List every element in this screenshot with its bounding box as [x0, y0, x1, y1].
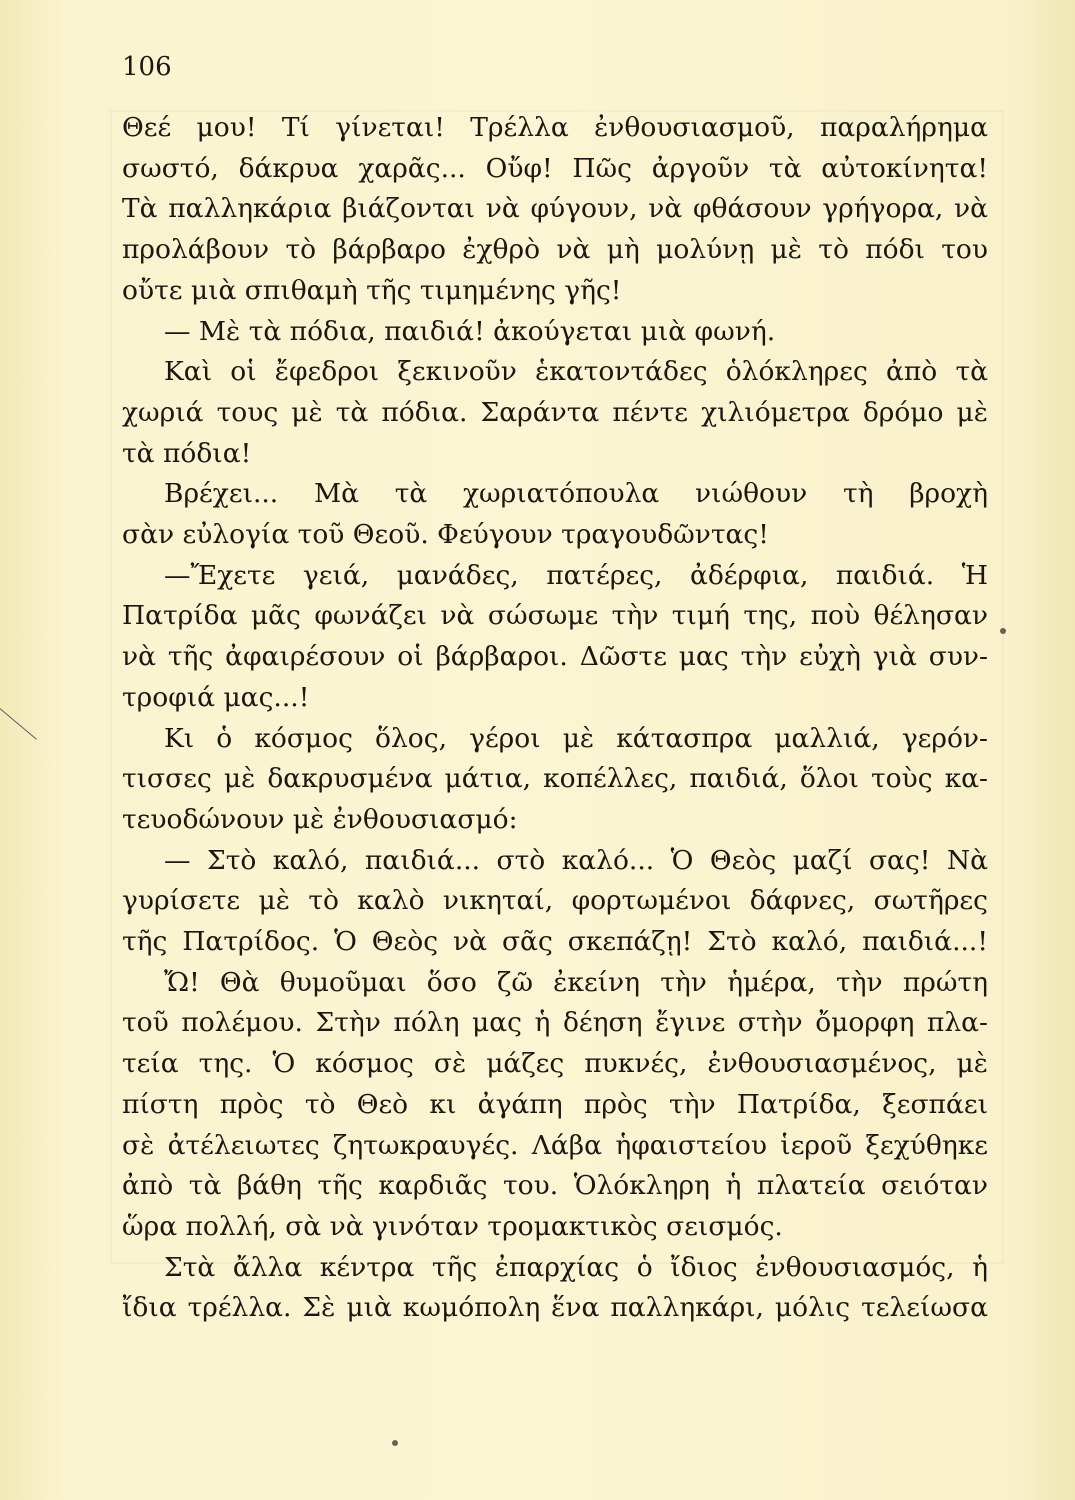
text-line: σὰν εὐλογία τοῦ Θεοῦ. Φεύγουν τραγουδῶντας! — [122, 519, 769, 551]
text-line: ἴδια τρέλλα. Σὲ μιὰ κωμόπολη ἕνα παλληκάρι, μόλις τελείωσα — [122, 1292, 988, 1324]
text-line: γυρίσετε μὲ τὸ καλὸ νικηταί, φορτωμένοι δάφνες, σωτῆρες — [122, 885, 988, 917]
text-line: ἀπὸ τὰ βάθη τῆς καρδιᾶς του. Ὁλόκληρη ἡ πλατεία σειόταν — [122, 1170, 988, 1202]
text-line: νὰ τῆς ἀφαιρέσουν οἱ βάρβαροι. Δῶστε μας τὴν εὐχὴ γιὰ συν- — [122, 641, 988, 673]
text-line: τῆς Πατρίδος. Ὁ Θεὸς νὰ σᾶς σκεπάζῃ! Στὸ καλό, παιδιά...! — [122, 926, 988, 958]
text-line: σὲ ἀτέλειωτες ζητωκραυγές. Λάβα ἡφαιστείου ἱεροῦ ξεχύθηκε — [122, 1129, 988, 1161]
text-line: Τὰ παλληκάρια βιάζονται νὰ φύγουν, νὰ φθάσουν γρήγορα, νὰ — [122, 193, 988, 225]
scan-artifact-dot — [392, 1440, 398, 1446]
text-line: Κι ὁ κόσμος ὅλος, γέροι μὲ κάτασπρα μαλλιά, γερόν- — [164, 722, 988, 754]
text-line: σωστό, δάκρυα χαρᾶς... Οὔφ! Πῶς ἀργοῦν τὰ αὐτοκίνητα! — [122, 152, 988, 184]
text-line: — Στὸ καλό, παιδιά... στὸ καλό... Ὁ Θεὸς μαζί σας! Νὰ — [164, 844, 988, 876]
text-line: — Μὲ τὰ πόδια, παιδιά! ἀκούγεται μιὰ φωνή. — [164, 315, 776, 347]
text-line: προλάβουν τὸ βάρβαρο ἐχθρὸ νὰ μὴ μολύνῃ μὲ τὸ πόδι του — [122, 234, 988, 266]
text-line: Θεέ μου! Τί γίνεται! Τρέλλα ἐνθουσιασμοῦ, παραλήρημα — [122, 112, 988, 143]
text-line: Βρέχει... Μὰ τὰ χωριατόπουλα νιώθουν τὴ βροχὴ — [164, 478, 988, 510]
text-line: ὥρα πολλή, σὰ νὰ γινόταν τρομακτικὸς σεισμός. — [122, 1210, 783, 1242]
text-line: τὰ πόδια! — [122, 437, 252, 469]
text-line: πίστη πρὸς τὸ Θεὸ κι ἀγάπη πρὸς τὴν Πατρίδα, ξεσπάει — [122, 1088, 988, 1120]
text-line: τισσες μὲ δακρυσμένα μάτια, κοπέλλες, παιδιά, ὅλοι τοὺς κα- — [122, 763, 988, 795]
page-number: 106 — [122, 52, 172, 82]
text-line: Στὰ ἄλλα κέντρα τῆς ἐπαρχίας ὁ ἴδιος ἐνθουσιασμός, ἡ — [164, 1251, 988, 1283]
text-line: Ὤ! Θὰ θυμοῦμαι ὅσο ζῶ ἐκείνη τὴν ἡμέρα, τὴν πρώτη — [164, 966, 988, 998]
scan-artifact-line — [0, 708, 37, 740]
text-line: τοῦ πολέμου. Στὴν πόλη μας ἡ δέηση ἔγινε στὴν ὄμορφη πλα- — [122, 1007, 988, 1039]
text-line: Καὶ οἱ ἔφεδροι ξεκινοῦν ἑκατοντάδες ὁλόκληρες ἀπὸ τὰ — [164, 356, 988, 388]
text-line: τευοδώνουν μὲ ἐνθουσιασμό: — [122, 803, 518, 835]
text-line: χωριά τους μὲ τὰ πόδια. Σαράντα πέντε χιλιόμετρα δρόμο μὲ — [122, 396, 988, 428]
text-line: Πατρίδα μᾶς φωνάζει νὰ σώσωμε τὴν τιμή της, ποὺ θέλησαν — [122, 600, 988, 632]
text-line: τροφιά μας...! — [122, 681, 310, 713]
body-text — [122, 108, 988, 1329]
scan-artifact-dot — [1000, 628, 1006, 634]
text-line: τεία της. Ὁ κόσμος σὲ μάζες πυκνές, ἐνθουσιασμένος, μὲ — [122, 1048, 988, 1080]
text-line: —Ἔχετε γειά, μανάδες, πατέρες, ἀδέρφια, παιδιά. Ἡ — [164, 559, 988, 591]
text-line: οὔτε μιὰ σπιθαμὴ τῆς τιμημένης γῆς! — [122, 274, 622, 306]
